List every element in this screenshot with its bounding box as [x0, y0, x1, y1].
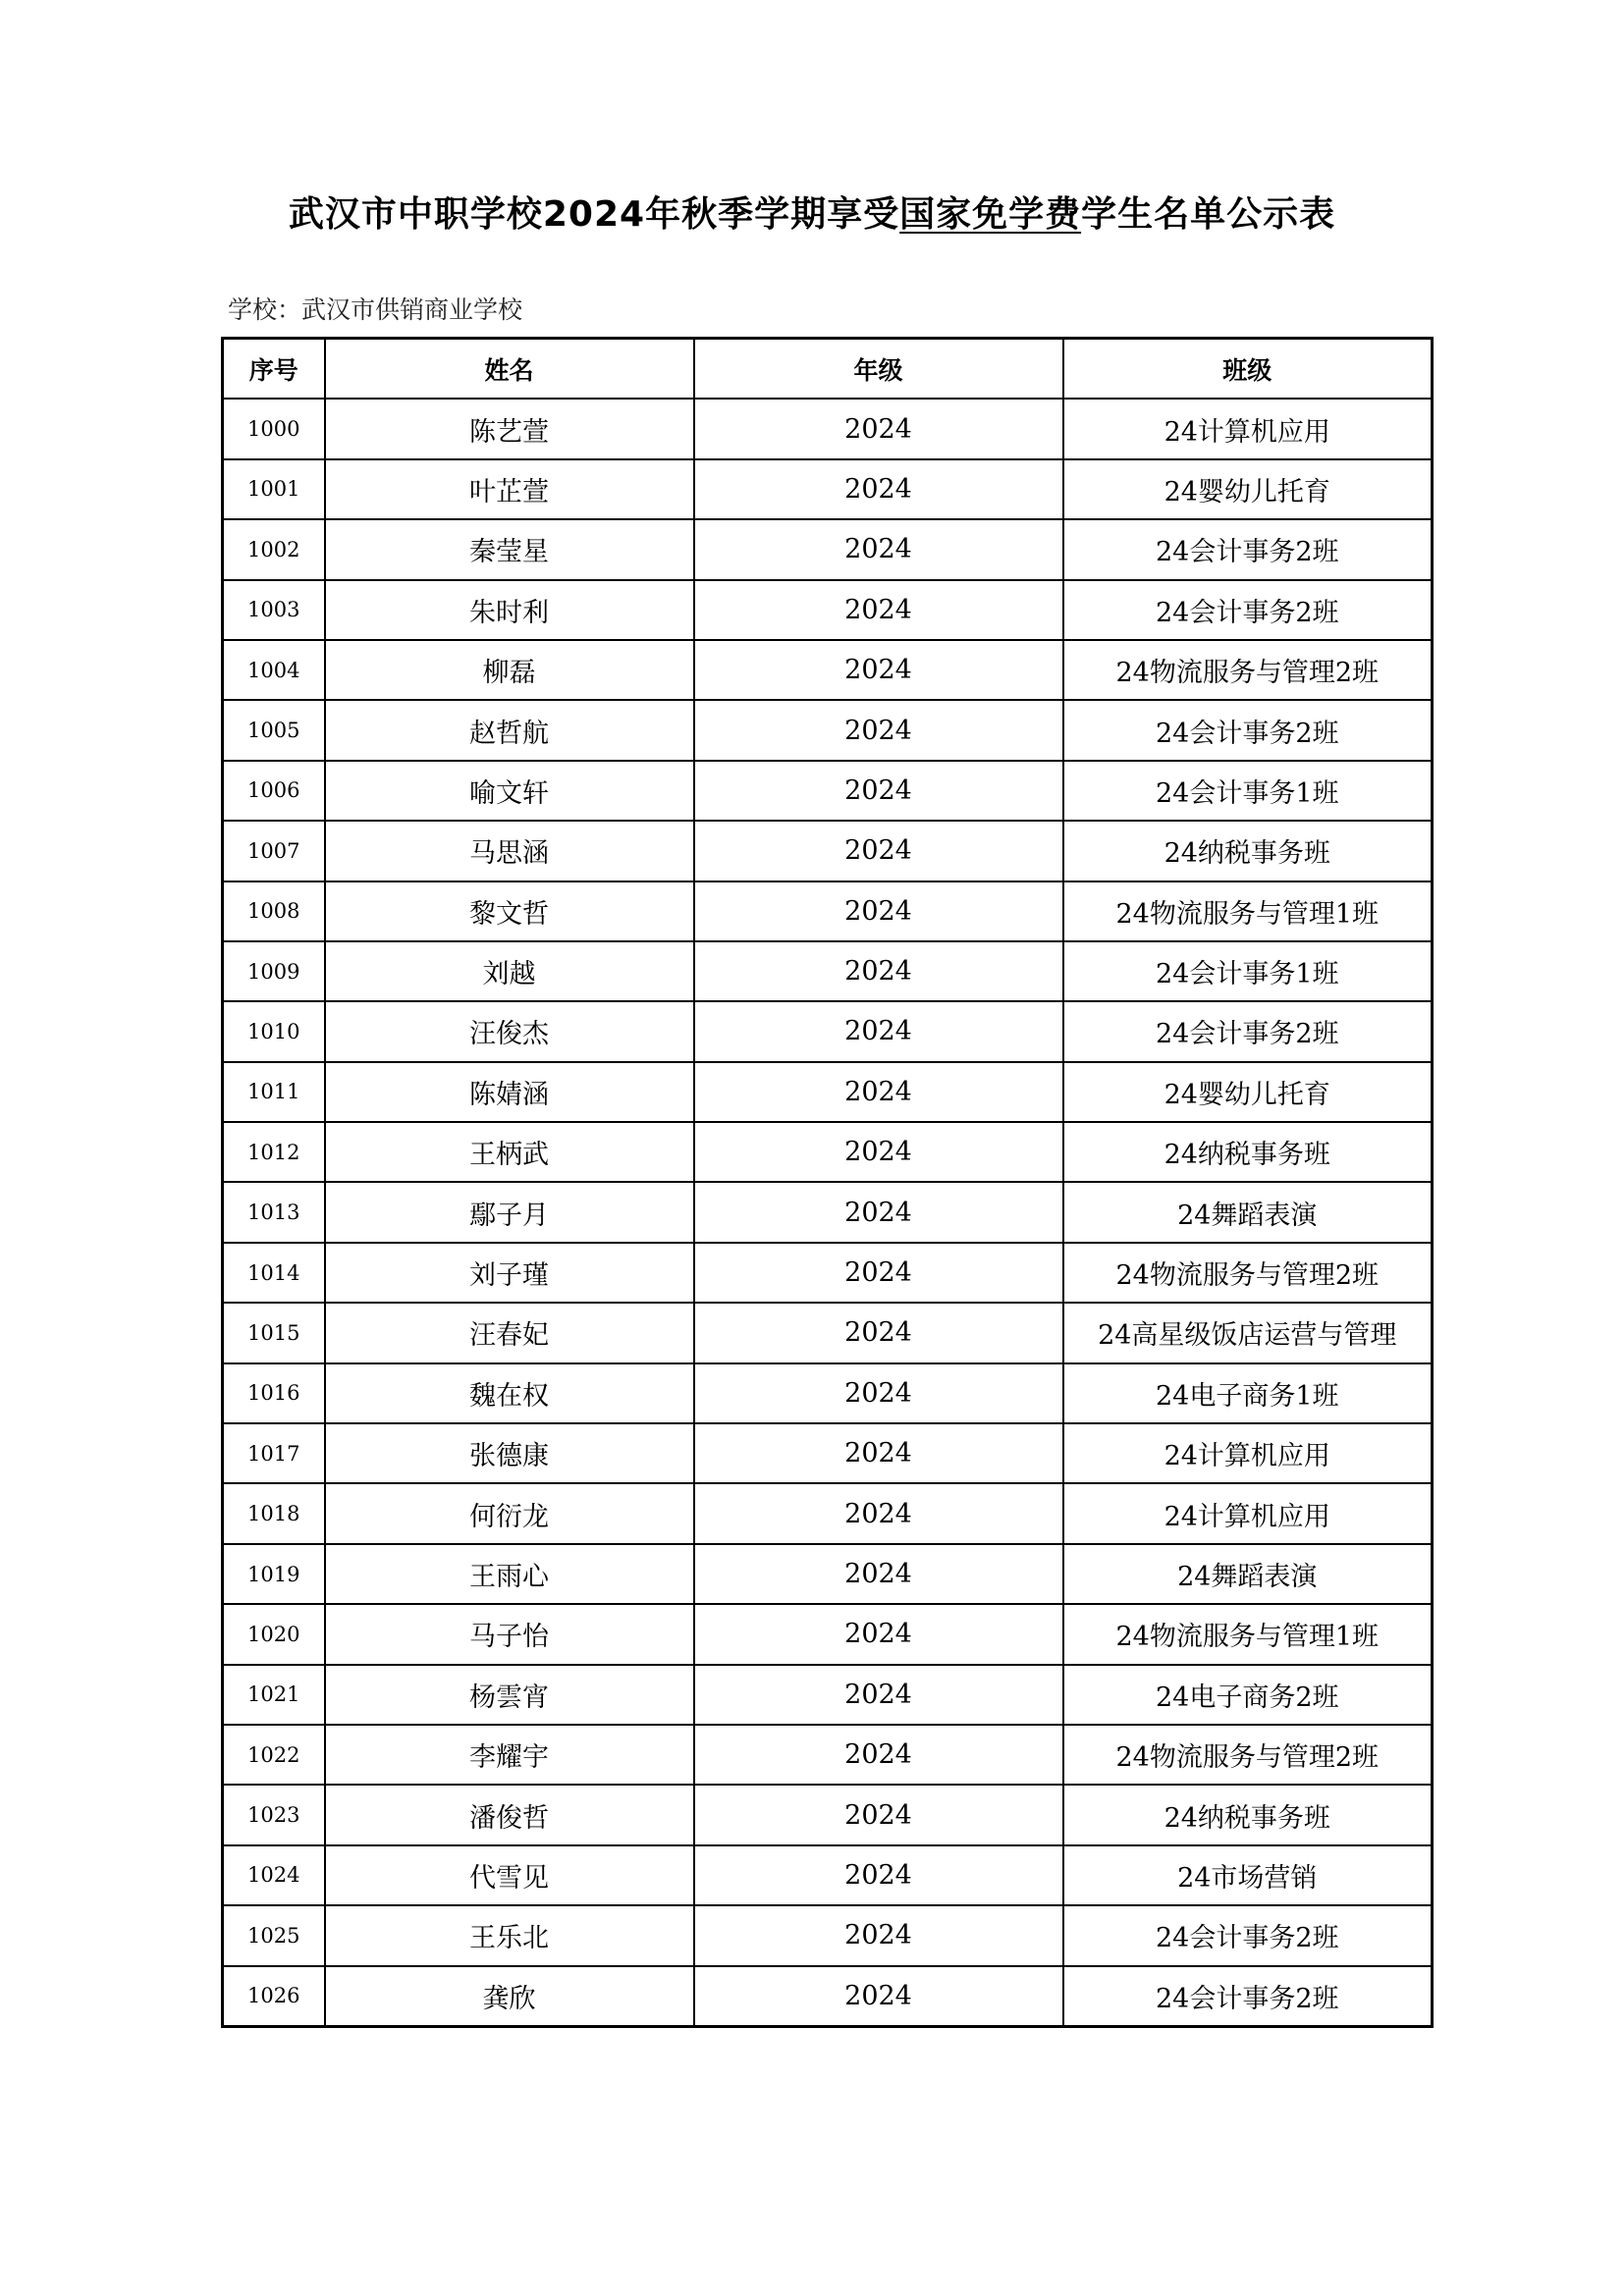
cell-grade: 2024: [694, 1243, 1063, 1303]
cell-seq: 1018: [223, 1483, 325, 1543]
cell-seq: 1016: [223, 1363, 325, 1423]
cell-name: 朱时利: [325, 580, 694, 640]
cell-name: 李耀宇: [325, 1725, 694, 1785]
table-row: [223, 1243, 1433, 1303]
cell-seq: 1006: [223, 761, 325, 821]
table-row: [223, 1363, 1433, 1423]
cell-class: 24会计事务1班: [1063, 941, 1433, 1001]
cell-grade: 2024: [694, 881, 1063, 941]
school-name-line: 学校：武汉市供销商业学校: [228, 295, 523, 324]
cell-grade: 2024: [694, 700, 1063, 760]
cell-grade: 2024: [694, 1122, 1063, 1182]
cell-grade: 2024: [694, 1062, 1063, 1122]
cell-seq: 1019: [223, 1544, 325, 1604]
cell-seq: 1012: [223, 1122, 325, 1182]
cell-name: 马思涵: [325, 821, 694, 881]
cell-class: 24高星级饭店运营与管理: [1063, 1303, 1433, 1362]
table-row: [223, 519, 1433, 579]
cell-name: 汪俊杰: [325, 1001, 694, 1061]
table-row: [223, 881, 1433, 941]
table-row: [223, 1544, 1433, 1604]
document-title: [0, 187, 1624, 237]
cell-grade: 2024: [694, 1001, 1063, 1061]
cell-class: 24市场营销: [1063, 1845, 1433, 1905]
table-header-row: [223, 339, 1433, 400]
cell-name: 鄢子月: [325, 1182, 694, 1242]
cell-grade: 2024: [694, 1785, 1063, 1844]
cell-class: 24计算机应用: [1063, 1423, 1433, 1483]
title-suffix: 学生名单公示表: [1081, 194, 1336, 235]
table-row: [223, 761, 1433, 821]
cell-class: 24物流服务与管理1班: [1063, 881, 1433, 941]
cell-class: 24物流服务与管理2班: [1063, 1243, 1433, 1303]
cell-name: 刘子瑾: [325, 1243, 694, 1303]
cell-name: 汪春妃: [325, 1303, 694, 1362]
cell-seq: 1013: [223, 1182, 325, 1242]
cell-grade: 2024: [694, 640, 1063, 700]
table-row: [223, 700, 1433, 760]
cell-name: 张德康: [325, 1423, 694, 1483]
table-row: [223, 1483, 1433, 1543]
cell-name: 秦莹星: [325, 519, 694, 579]
cell-name: 马子怡: [325, 1604, 694, 1664]
table-row: [223, 1725, 1433, 1785]
cell-grade: 2024: [694, 1423, 1063, 1483]
cell-name: 王乐北: [325, 1905, 694, 1965]
cell-class: 24舞蹈表演: [1063, 1544, 1433, 1604]
cell-grade: 2024: [694, 1665, 1063, 1725]
cell-name: 潘俊哲: [325, 1785, 694, 1844]
table-row: [223, 1122, 1433, 1182]
cell-class: 24电子商务1班: [1063, 1363, 1433, 1423]
cell-class: 24会计事务2班: [1063, 1001, 1433, 1061]
table-row: [223, 1062, 1433, 1122]
cell-seq: 1025: [223, 1905, 325, 1965]
cell-class: 24婴幼儿托育: [1063, 459, 1433, 519]
cell-seq: 1015: [223, 1303, 325, 1362]
cell-seq: 1017: [223, 1423, 325, 1483]
header-class: 班级: [1063, 339, 1433, 400]
table-row: [223, 580, 1433, 640]
cell-name: 陈婧涵: [325, 1062, 694, 1122]
cell-name: 杨雲宵: [325, 1665, 694, 1725]
cell-name: 王雨心: [325, 1544, 694, 1604]
cell-grade: 2024: [694, 1182, 1063, 1242]
table-row: [223, 1966, 1433, 2027]
cell-grade: 2024: [694, 761, 1063, 821]
cell-grade: 2024: [694, 1845, 1063, 1905]
table-row: [223, 1845, 1433, 1905]
table-row: [223, 1182, 1433, 1242]
cell-class: 24会计事务2班: [1063, 1966, 1433, 2027]
cell-seq: 1002: [223, 519, 325, 579]
cell-name: 刘越: [325, 941, 694, 1001]
cell-class: 24会计事务2班: [1063, 519, 1433, 579]
table-row: [223, 1665, 1433, 1725]
cell-class: 24纳税事务班: [1063, 1122, 1433, 1182]
cell-name: 赵哲航: [325, 700, 694, 760]
table-body: [223, 399, 1433, 2026]
cell-seq: 1001: [223, 459, 325, 519]
table-row: [223, 1303, 1433, 1362]
table-row: [223, 821, 1433, 881]
table-row: [223, 1001, 1433, 1061]
student-roster-table: [221, 337, 1434, 2028]
cell-class: 24纳税事务班: [1063, 821, 1433, 881]
header-grade: 年级: [694, 339, 1063, 400]
table-row: [223, 640, 1433, 700]
cell-class: 24会计事务1班: [1063, 761, 1433, 821]
cell-name: 何衍龙: [325, 1483, 694, 1543]
cell-grade: 2024: [694, 1363, 1063, 1423]
cell-grade: 2024: [694, 459, 1063, 519]
table-row: [223, 459, 1433, 519]
header-name: 姓名: [325, 339, 694, 400]
table-row: [223, 1423, 1433, 1483]
table-row: [223, 1604, 1433, 1664]
cell-name: 魏在权: [325, 1363, 694, 1423]
cell-seq: 1014: [223, 1243, 325, 1303]
cell-grade: 2024: [694, 941, 1063, 1001]
cell-name: 龚欣: [325, 1966, 694, 2027]
cell-seq: 1000: [223, 399, 325, 458]
cell-seq: 1021: [223, 1665, 325, 1725]
cell-grade: 2024: [694, 1966, 1063, 2027]
table-row: [223, 1905, 1433, 1965]
cell-grade: 2024: [694, 580, 1063, 640]
cell-grade: 2024: [694, 1725, 1063, 1785]
table-row: [223, 399, 1433, 458]
cell-grade: 2024: [694, 1604, 1063, 1664]
cell-seq: 1023: [223, 1785, 325, 1844]
title-underlined-term: 国家免学费: [899, 194, 1082, 235]
cell-name: 陈艺萱: [325, 399, 694, 458]
cell-class: 24物流服务与管理2班: [1063, 1725, 1433, 1785]
cell-class: 24计算机应用: [1063, 399, 1433, 458]
cell-grade: 2024: [694, 1483, 1063, 1543]
cell-seq: 1007: [223, 821, 325, 881]
cell-class: 24婴幼儿托育: [1063, 1062, 1433, 1122]
cell-seq: 1004: [223, 640, 325, 700]
cell-class: 24纳税事务班: [1063, 1785, 1433, 1844]
cell-class: 24会计事务2班: [1063, 580, 1433, 640]
cell-name: 黎文哲: [325, 881, 694, 941]
cell-name: 王柄武: [325, 1122, 694, 1182]
cell-seq: 1003: [223, 580, 325, 640]
cell-seq: 1024: [223, 1845, 325, 1905]
cell-class: 24会计事务2班: [1063, 700, 1433, 760]
cell-grade: 2024: [694, 1544, 1063, 1604]
cell-seq: 1022: [223, 1725, 325, 1785]
cell-class: 24舞蹈表演: [1063, 1182, 1433, 1242]
title-prefix: 武汉市中职学校2024年秋季学期享受: [288, 194, 900, 235]
cell-seq: 1008: [223, 881, 325, 941]
cell-grade: 2024: [694, 399, 1063, 458]
cell-seq: 1010: [223, 1001, 325, 1061]
table-row: [223, 1785, 1433, 1844]
cell-name: 叶芷萱: [325, 459, 694, 519]
cell-grade: 2024: [694, 1303, 1063, 1362]
cell-seq: 1005: [223, 700, 325, 760]
cell-grade: 2024: [694, 1905, 1063, 1965]
cell-seq: 1020: [223, 1604, 325, 1664]
cell-grade: 2024: [694, 821, 1063, 881]
cell-name: 代雪见: [325, 1845, 694, 1905]
cell-class: 24物流服务与管理2班: [1063, 640, 1433, 700]
cell-class: 24计算机应用: [1063, 1483, 1433, 1543]
cell-class: 24电子商务2班: [1063, 1665, 1433, 1725]
cell-seq: 1026: [223, 1966, 325, 2027]
table-row: [223, 941, 1433, 1001]
cell-grade: 2024: [694, 519, 1063, 579]
cell-class: 24会计事务2班: [1063, 1905, 1433, 1965]
cell-name: 喻文轩: [325, 761, 694, 821]
header-seq: 序号: [223, 339, 325, 400]
cell-seq: 1009: [223, 941, 325, 1001]
cell-name: 柳磊: [325, 640, 694, 700]
cell-seq: 1011: [223, 1062, 325, 1122]
cell-class: 24物流服务与管理1班: [1063, 1604, 1433, 1664]
